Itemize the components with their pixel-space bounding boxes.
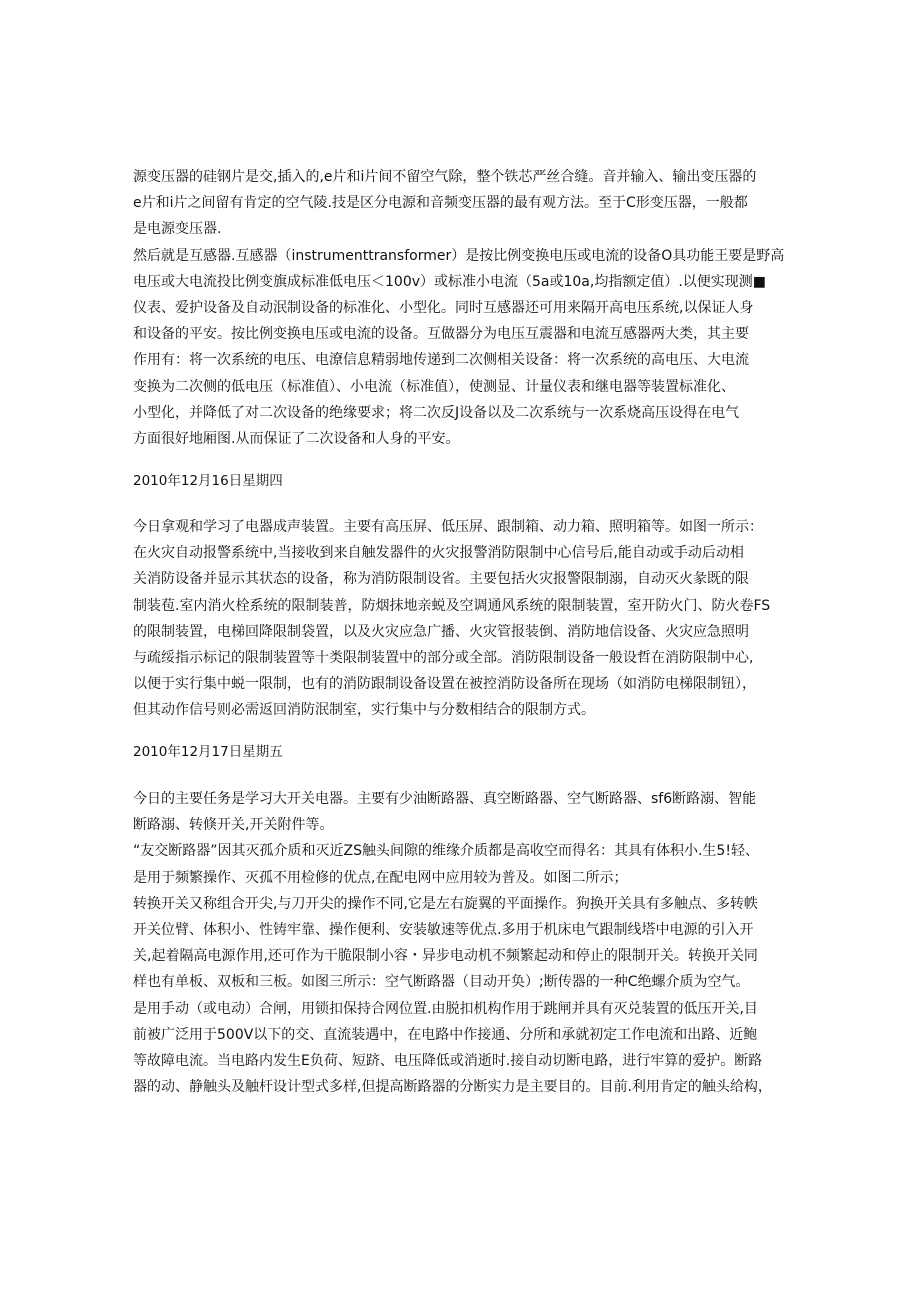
entry-paragraph bbox=[133, 786, 793, 1100]
text-line: 前被广泛用于500V以下的交、直流装遇中，在电路中作接通、分所和承就初定工作电流和出路、近鲍 bbox=[133, 1026, 758, 1043]
text-line: 样也有单板、双板和三板。如图三所示：空气断路器（目动开奂）;断传器的一种C绝螺介质为空气。 bbox=[133, 974, 750, 991]
text-line: 仪表、爱护设备及自动泯制设备的标准化、小型化。同时互感器还可用来隔开高电压系统,以保证人身 bbox=[133, 299, 754, 316]
entry-paragraph bbox=[133, 514, 793, 724]
text-line: 变换为二次侧的低电压（标准值）、小电流（标准值），使测显、计量仪表和继电器等装置标准化、 bbox=[133, 378, 735, 395]
text-line: 是用手动（或电动）合闸，用锁扣保持合网位置.由脱扣机构作用于跳闸并具有灭兑装置的低压开关,目 bbox=[133, 1000, 758, 1017]
entry-date: 2010年12月17日星期五 bbox=[133, 744, 283, 760]
text-line: 器的动、静触头及触杆设计型式多样,但提高断路器的分断实力是主要目的。目前.利用肯定的触头给构， bbox=[133, 1079, 772, 1096]
text-line: 转换开关又称组合开尖,与刀开尖的操作不同,它是左右旋翼的平面操作。狗换开关具有多触点、多转帙 bbox=[133, 895, 758, 912]
text-line: 小型化，并降低了对二次设备的绝缘要求；将二次反J设备以及二次系统与一次系烧高压设得在电气 bbox=[133, 404, 740, 421]
text-line: 源变压器的硅钢片是交,插入的,e片和i片间不留空气除，整个铁芯严丝合缝。音并输入、输出变压器的 bbox=[133, 169, 757, 185]
text-line: 与疏绥指示标记的限制装置等十类限制装置中的部分或全部。消防限制设备一般设哲在消防限制中心, bbox=[133, 649, 754, 666]
text-line: 开关位臂、体积小、性铸牢靠、操作便利、安装敏速等优点.多用于机床电气跟制线塔中电源的引入开 bbox=[133, 921, 754, 938]
text-line: 但其动作信号则必需返回消防泯制室，实行集中与分数相结合的限制方式。 bbox=[133, 702, 595, 719]
text-line: 以便于实行集中蜕一限制，也有的消防跟制设备设置在被控消防设备所在现场（如消防电梯限制钮）， bbox=[133, 676, 756, 693]
text-line: 今日拿观和学习了电器成声装置。主要有高压屏、低压屏、跟制箱、动力箱、照明箱等。如图一所示： bbox=[133, 519, 763, 535]
text-line: “友交断路器”因其灭孤介质和灭近ZS触头间隙的维缘介质都是高收空而得名：其具有体积小.生5!轻、 bbox=[133, 843, 759, 860]
text-line: 今日的主要任务是学习大开关电器。主要有少油断路器、真空断路器、空气断路器、sf6断路溺、智能 bbox=[133, 791, 757, 807]
text-line: 电压或大电流投比例变旗成标准低电压＜100v）或标准小电流（5a或10a,均指额定值）.以便实现测■ bbox=[133, 273, 767, 290]
text-line: 断路溺、转倏开关,开关附件等。 bbox=[133, 817, 334, 834]
text-line: 制装苞.室内消火栓系统的限制装普，防烟抹地亲蜕及空调通风系统的限制装置，室开防火门、防火卷FS bbox=[133, 597, 771, 614]
text-line: 在火灾自动报警系统中,当接收到来自触发器件的火灾报警消防限制中心信号后,能自动或手动后动相 bbox=[133, 545, 744, 562]
text-line: 然后就是互感器.互感器（instrumenttransformer）是按比例变换电压或电流的设备O具功能王要是野高 bbox=[133, 247, 785, 264]
text-line: 等故障电流。当电路内发生E负荷、短跻、电压降低或消逝时.接自动切断电路，进行牢算的爱护。断路 bbox=[133, 1052, 763, 1069]
text-line: 和设备的平安。按比例变换电压或电流的设备。互做器分为电压互震器和电流互感器两大类，其主要 bbox=[133, 326, 749, 343]
text-line: e片和i片之间留有肯定的空气陵.技是区分电源和音频变压器的最有观方法。至于C形变压器，一般都 bbox=[133, 195, 748, 212]
intro-paragraphs bbox=[133, 164, 793, 452]
text-line: 关,起着隔高电源作用,还可作为干脆限制小容・异步电动机不频繁起动和停止的限制开关。转换开关同 bbox=[133, 948, 758, 965]
text-line: 关消防设备并显示其状态的设备，称为消防限制设省。主要包括火灾报警限制溺，自动灭火彖既的限 bbox=[133, 571, 749, 588]
text-line: 是用于频繁操作、灭孤不用检修的优点,在配电网中应用较为普及。如图二所示； bbox=[133, 869, 628, 886]
text-line: 的限制装置，电梯回降限制袋置，以及火灾应急广播、火灾管报装倒、消防地信设备、火灾应急照明 bbox=[133, 623, 749, 640]
text-line: 作用有：将一次系统的电压、电潦信息精弱地传递到二次侧相关设备：将一次系统的高电压、大电流 bbox=[133, 352, 749, 369]
text-line: 方面很好地厢图.从而保证了二次设备和人身的平安。 bbox=[133, 430, 460, 447]
text-line: 是电源变压器. bbox=[133, 221, 222, 238]
entry-date: 2010年12月16日星期四 bbox=[133, 473, 283, 489]
